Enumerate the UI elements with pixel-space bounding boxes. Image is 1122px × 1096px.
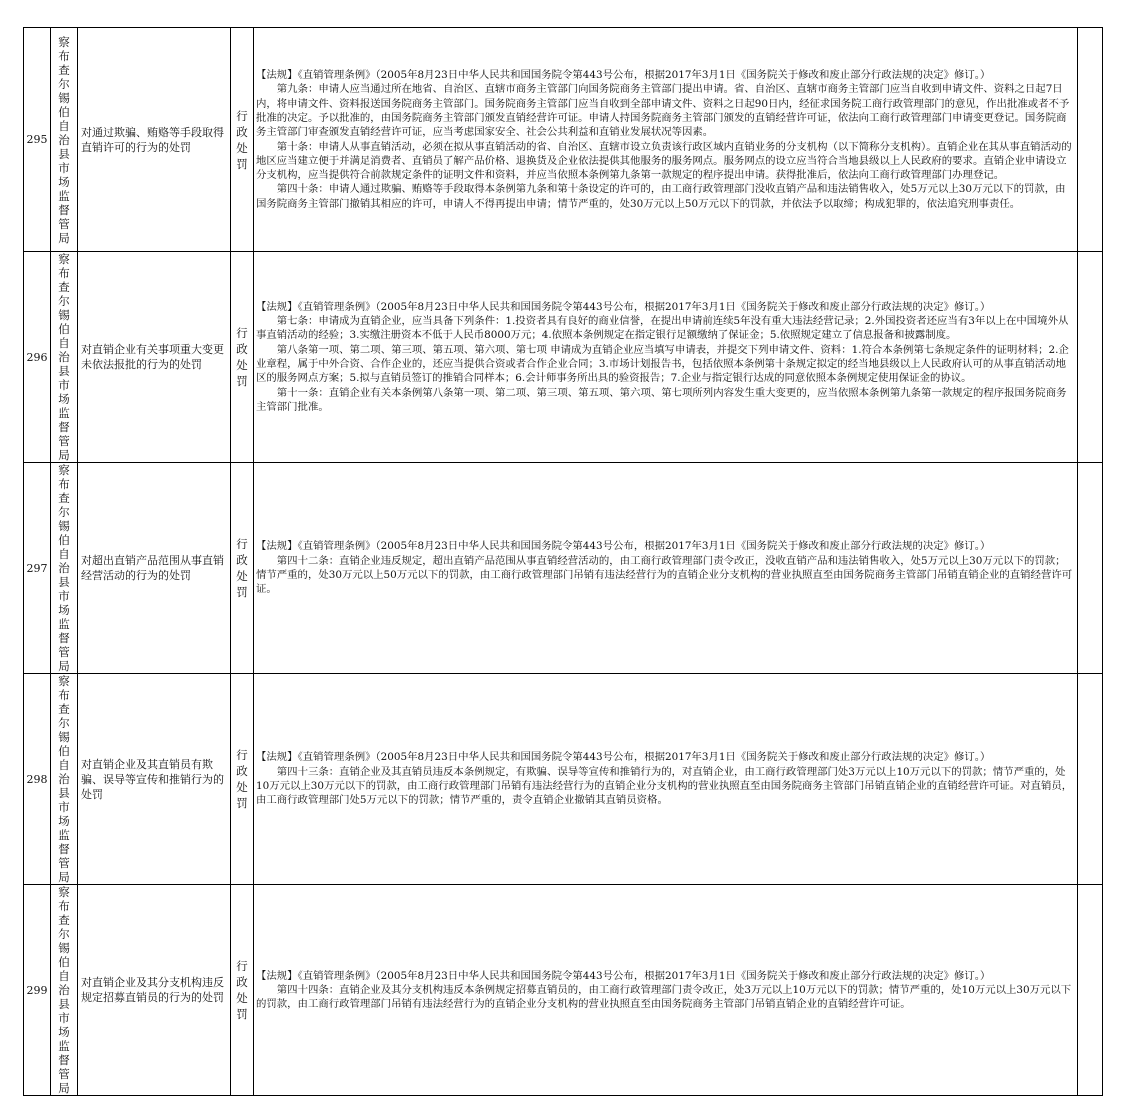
department-char: 监: [58, 188, 70, 203]
power-type-char: 政: [236, 975, 248, 989]
department-char: 锡: [58, 90, 70, 105]
item-name: 对超出直销产品范围从事直销经营活动的行为的处罚: [78, 463, 231, 674]
department-char: 布: [58, 688, 70, 702]
table-row: [24, 252, 1103, 463]
legal-basis-cell: [254, 885, 1078, 1096]
power-type-char: 行: [236, 748, 248, 762]
department-char: 市: [58, 160, 70, 175]
item-name: 对直销企业有关事项重大变更未依法报批的行为的处罚: [78, 252, 231, 463]
department-char: 锡: [58, 941, 70, 955]
row-number: 298: [24, 674, 51, 885]
regulation-citation: 【法规】《直销管理条例》（2005年8月23日中华人民共和国国务院令第443号公布，根据2017年3月1日《国务院关于修改和废止部分行政法规的决定》修订。）: [256, 751, 991, 764]
department-char: 县: [58, 997, 70, 1011]
department-char: 自: [58, 758, 70, 772]
department-char: 局: [58, 1081, 70, 1095]
department-char: 尔: [58, 505, 70, 519]
department-char: 布: [58, 477, 70, 491]
department-cell: [51, 463, 78, 674]
department-char: 察: [58, 463, 70, 477]
department-char: 伯: [58, 104, 70, 119]
department-char: 局: [58, 870, 70, 884]
department-char: 管: [58, 856, 70, 870]
department-char: 局: [58, 659, 70, 673]
department-char: 管: [58, 645, 70, 659]
regulation-article: 第九条：申请人应当通过所在地省、自治区、直辖市商务主管部门向国务院商务主管部门提出申请。省、自治区、直辖市商务主管部门应当自收到申请文件、资料之日起7日内，将申请文件、资料报送国务院商务主管部门。国务院商务主管部门应当自收到全部申请文件、资料之日起90日内，经征求国务院工商行政管理部门的意见，作出批准或者不予批准的决定。予以批准的，由国务院商务主管部门颁发直销经营许可证。申请人持国务院商务主管部门颁发的直销经营许可证，依法向工商行政管理部门申请变更登记。国务院商务主管部门审查颁发直销经营许可证，应当考虑国家安全、社会公共利益和直销业发展状况等因素。: [256, 83, 1070, 139]
department-char: 治: [58, 772, 70, 786]
power-type-char: 政: [236, 553, 248, 567]
item-name: 对通过欺骗、贿赂等手段取得直销许可的行为的处罚: [78, 28, 231, 252]
department-char: 自: [58, 969, 70, 983]
department-char: 锡: [58, 308, 70, 322]
department-char: 查: [58, 491, 70, 505]
department-char: 场: [58, 392, 70, 406]
regulation-citation: 【法规】《直销管理条例》（2005年8月23日中华人民共和国国务院令第443号公布，根据2017年3月1日《国务院关于修改和废止部分行政法规的决定》修订。）: [256, 540, 991, 553]
department-char: 察: [58, 252, 70, 266]
power-type-cell: [231, 252, 254, 463]
power-type-char: 罚: [236, 1007, 248, 1021]
department-char: 管: [58, 434, 70, 448]
power-type-char: 罚: [236, 374, 248, 388]
legal-basis-cell: [254, 463, 1078, 674]
row-number: 297: [24, 463, 51, 674]
regulation-citation: 【法规】《直销管理条例》（2005年8月23日中华人民共和国国务院令第443号公布，根据2017年3月1日《国务院关于修改和废止部分行政法规的决定》修订。）: [256, 300, 991, 313]
department-char: 查: [58, 702, 70, 716]
department-char: 监: [58, 1039, 70, 1053]
regulation-article: 第四十四条：直销企业及其分支机构违反本条例规定招募直销员的，由工商行政管理部门责令改正，处3万元以上10万元以下的罚款；情节严重的，处10万元以上30万元以下的罚款，由工商行政管理部门吊销有违法经营行为的直销企业分支机构的营业执照直至由国务院商务主管部门吊销直销企业的直销经营许可证。: [256, 983, 1072, 1011]
power-type-char: 政: [236, 342, 248, 356]
department-cell: [51, 252, 78, 463]
power-type-char: 行: [236, 537, 248, 551]
remarks-cell: [1078, 463, 1103, 674]
legal-basis-cell: [254, 252, 1078, 463]
legal-basis-cell: [254, 28, 1078, 252]
department-char: 治: [58, 561, 70, 575]
department-char: 察: [58, 34, 70, 49]
power-type-char: 政: [236, 764, 248, 778]
remarks-cell: [1078, 28, 1103, 252]
regulation-article: 第七条：申请成为直销企业，应当具备下列条件：1.投资者具有良好的商业信誉，在提出申请前连续5年没有重大违法经营记录；2.外国投资者还应当有3年以上在中国境外从事直销活动的经验；3.实缴注册资本不低于人民币8000万元；4.依照本条例规定在指定银行足额缴纳了保证金；5.依照规定建立了信息报备和披露制度。: [256, 315, 1069, 342]
department-char: 布: [58, 266, 70, 280]
item-name: 对直销企业及其分支机构违反规定招募直销员的行为的处罚: [78, 885, 231, 1096]
department-char: 监: [58, 828, 70, 842]
power-type-char: 政: [236, 124, 248, 139]
department-char: 伯: [58, 744, 70, 758]
department-char: 市: [58, 800, 70, 814]
legal-basis-cell: [254, 674, 1078, 885]
department-char: 治: [58, 350, 70, 364]
department-char: 局: [58, 448, 70, 462]
department-char: 场: [58, 174, 70, 189]
department-char: 场: [58, 814, 70, 828]
department-char: 伯: [58, 533, 70, 547]
power-type-char: 处: [236, 569, 248, 583]
department-char: 自: [58, 547, 70, 561]
department-char: 督: [58, 1053, 70, 1067]
department-char: 察: [58, 885, 70, 899]
power-type-char: 处: [236, 991, 248, 1005]
department-char: 市: [58, 589, 70, 603]
department-char: 局: [58, 230, 70, 245]
department-cell: [51, 674, 78, 885]
department-char: 锡: [58, 730, 70, 744]
department-char: 管: [58, 1067, 70, 1081]
power-type-char: 行: [236, 326, 248, 340]
power-type-char: 行: [236, 959, 248, 973]
department-char: 自: [58, 118, 70, 133]
department-char: 监: [58, 406, 70, 420]
department-char: 察: [58, 674, 70, 688]
row-number: 299: [24, 885, 51, 1096]
department-char: 尔: [58, 716, 70, 730]
department-char: 场: [58, 603, 70, 617]
item-name: 对直销企业及其直销员有欺骗、误导等宣传和推销行为的处罚: [78, 674, 231, 885]
regulation-article: 第四十条：申请人通过欺骗、贿赂等手段取得本条例第九条和第十条设定的许可的，由工商行政管理部门没收直销产品和违法销售收入，处5万元以上30万元以下的罚款，由国务院商务主管部门撤销其相应的许可，申请人不得再提出申请；情节严重的，处30万元以上50万元以下的罚款，并依法予以取缔；构成犯罪的，依法追究刑事责任。: [256, 183, 1066, 210]
department-char: 管: [58, 216, 70, 231]
department-char: 伯: [58, 322, 70, 336]
regulation-article: 第八条第一项、第二项、第三项、第五项、第六项、第七项 申请成为直销企业应当填写申请表，并提交下列申请文件、资料：1.符合本条例第七条规定条件的证明材料；2.企业章程，属于中外合资、合作企业的，还应当提供合资或者合作企业合同；3.市场计划报告书，包括依照本条例第十条规定拟定的经当地县级以上人民政府认可的从事直销活动地区的服务网点方案；5.拟与直销员签订的推销合同样本；6.会计师事务所出具的验资报告；7.企业与指定银行达成的同意依照本条例规定使用保证金的协议。: [256, 343, 1069, 385]
department-char: 督: [58, 631, 70, 645]
power-type-char: 行: [236, 108, 248, 123]
department-char: 县: [58, 146, 70, 161]
department-char: 督: [58, 202, 70, 217]
regulation-citation: 【法规】《直销管理条例》（2005年8月23日中华人民共和国国务院令第443号公布，根据2017年3月1日《国务院关于修改和废止部分行政法规的决定》修订。）: [256, 969, 991, 982]
regulation-article: 第四十二条：直销企业违反规定，超出直销产品范围从事直销经营活动的，由工商行政管理部门责令改正，没收直销产品和违法销售收入，处5万元以上30万元以下的罚款；情节严重的，处30万元以上50万元以下的罚款，由工商行政管理部门吊销有违法经营行为的直销企业分支机构的营业执照直至由国务院商务主管部门吊销直销企业的直销经营许可证。: [256, 554, 1073, 596]
department-char: 查: [58, 62, 70, 77]
department-char: 督: [58, 420, 70, 434]
power-type-cell: [231, 674, 254, 885]
department-char: 县: [58, 364, 70, 378]
remarks-cell: [1078, 885, 1103, 1096]
department-cell: [51, 885, 78, 1096]
regulation-article: 第四十三条：直销企业及其直销员违反本条例规定，有欺骗、误导等宣传和推销行为的，对直销企业，由工商行政管理部门处3万元以上10万元以下的罚款；情节严重的，处10万元以上30万元以下的罚款，由工商行政管理部门吊销有违法经营行为的直销企业分支机构的营业执照直至由国务院商务主管部门吊销直销企业的直销经营许可证。对直销员，由工商行政管理部门处5万元以下的罚款；情节严重的，责令直销企业撤销其直销员资格。: [256, 765, 1073, 807]
department-char: 治: [58, 132, 70, 147]
department-cell: [51, 28, 78, 252]
power-type-char: 处: [236, 140, 248, 155]
row-number: 296: [24, 252, 51, 463]
power-type-cell: [231, 463, 254, 674]
power-type-char: 处: [236, 780, 248, 794]
table-row: [24, 463, 1103, 674]
power-type-char: 罚: [236, 796, 248, 810]
department-char: 场: [58, 1025, 70, 1039]
department-char: 查: [58, 913, 70, 927]
department-char: 尔: [58, 927, 70, 941]
department-char: 布: [58, 48, 70, 63]
department-char: 查: [58, 280, 70, 294]
power-type-char: 罚: [236, 585, 248, 599]
regulation-citation: 【法规】《直销管理条例》（2005年8月23日中华人民共和国国务院令第443号公布，根据2017年3月1日《国务院关于修改和废止部分行政法规的决定》修订。）: [256, 69, 991, 82]
department-char: 自: [58, 336, 70, 350]
department-char: 市: [58, 1011, 70, 1025]
department-char: 市: [58, 378, 70, 392]
department-char: 监: [58, 617, 70, 631]
table-row: [24, 885, 1103, 1096]
department-char: 督: [58, 842, 70, 856]
row-number: 295: [24, 28, 51, 252]
power-type-cell: [231, 28, 254, 252]
regulation-table: [23, 27, 1103, 1096]
department-char: 锡: [58, 519, 70, 533]
remarks-cell: [1078, 674, 1103, 885]
table-row: [24, 28, 1103, 252]
power-type-cell: [231, 885, 254, 1096]
department-char: 治: [58, 983, 70, 997]
department-char: 伯: [58, 955, 70, 969]
table-row: [24, 674, 1103, 885]
department-char: 县: [58, 575, 70, 589]
remarks-cell: [1078, 252, 1103, 463]
department-char: 布: [58, 899, 70, 913]
power-type-char: 罚: [236, 156, 248, 171]
power-type-char: 处: [236, 358, 248, 372]
department-char: 尔: [58, 294, 70, 308]
department-char: 尔: [58, 76, 70, 91]
department-char: 县: [58, 786, 70, 800]
regulation-article: 第十一条：直销企业有关本条例第八条第一项、第二项、第三项、第五项、第六项、第七项所列内容发生重大变更的，应当依照本条例第九条第一款规定的程序报国务院商务主管部门批准。: [256, 386, 1067, 413]
regulation-article: 第十条：申请人从事直销活动，必须在拟从事直销活动的省、自治区、直辖市设立负责该行政区域内直销业务的分支机构（以下简称分支机构）。直销企业在其从事直销活动的地区应当建立便于并满足消费者、直销员了解产品价格、退换货及企业依法提供其他服务的服务网点。服务网点的设立应当符合当地县级以上人民政府的要求。直销企业申请设立分支机构，应当提供符合前款规定条件的证明文件和资料，并应当依照本条例第九条第一款规定的程序提出申请。获得批准后，依法向工商行政管理部门办理登记。: [256, 140, 1072, 182]
